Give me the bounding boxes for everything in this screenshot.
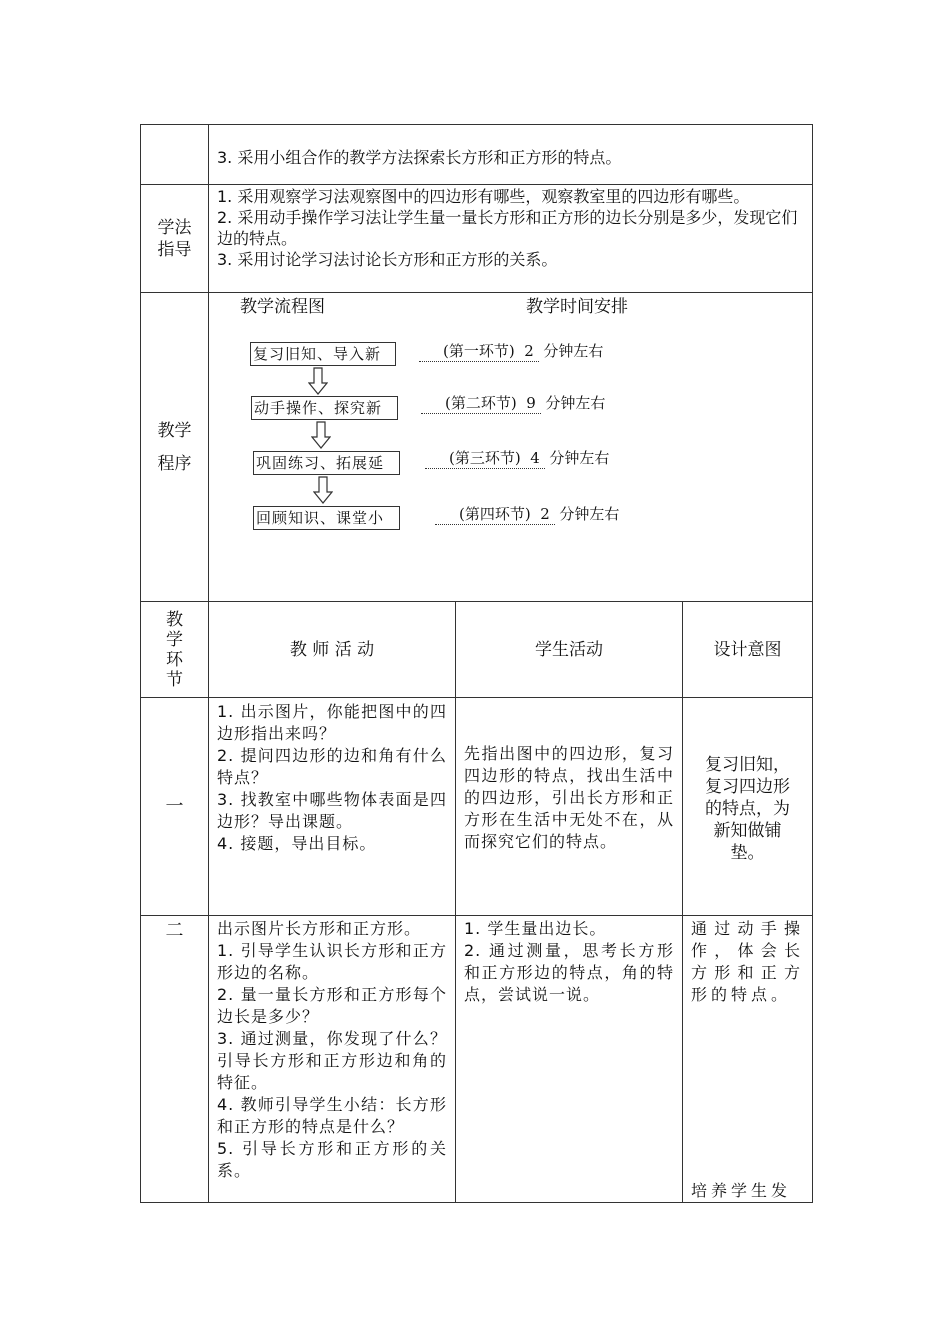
flow-step-box: 动手操作、探究新 xyxy=(251,396,398,420)
flow-step-box: 巩固练习、拓展延 xyxy=(253,451,400,475)
segment-two-label: 二 xyxy=(141,916,209,1202)
time-entry: (第一环节) 2 分钟左右 xyxy=(419,341,603,362)
study-guidance-content xyxy=(209,185,812,292)
segment-one-intent: 复习旧知，复习四边形的特点，为新知做铺垫。 xyxy=(705,755,790,863)
segment-two-intent: 通过动手操作，体会长方形和正方形的特点。 培养学生发 xyxy=(691,919,804,1200)
segment-label: 教 学 环 节 xyxy=(141,602,209,697)
time-entry: (第四环节) 2 分钟左右 xyxy=(435,504,619,525)
time-entry: (第二环节) 9 分钟左右 xyxy=(421,393,605,414)
flow-step-box: 复习旧知、导入新 xyxy=(250,342,396,366)
study-item: 3. 采用讨论学习法讨论长方形和正方形的关系。 xyxy=(217,250,558,269)
teaching-procedure-label: 教学 程序 xyxy=(141,293,209,601)
row-label-empty xyxy=(141,125,209,184)
procedure-diagram xyxy=(209,293,812,601)
down-arrow-icon xyxy=(311,421,331,449)
teacher-activity-header: 教 师 活 动 xyxy=(289,639,375,660)
time-entry: (第三环节) 4 分钟左右 xyxy=(425,448,609,469)
study-guidance-label: 学法 指导 xyxy=(141,185,209,292)
row-study-guidance xyxy=(141,185,812,293)
segment-one-student: 先指出图中的四边形，复习四边形的特点，找出生活中的四边形，引出长方形和正方形在生活中无处不在，从而探究它们的特点。 xyxy=(464,744,674,851)
segment-two-teacher: 出示图片长方形和正方形。 1. 引导学生认识长方形和正方形边的名称。 2. 量一量长方形和正方形每个边长是多少？ 3. 通过测量，你发现了什么？引导长方形和正方形边和角的特征。 4. 教师引导学生小结：长方形和正方形的特点是什么？ 5. 引导长方形和正方形的关系。 xyxy=(217,919,447,1180)
row-segment-one xyxy=(141,698,812,916)
lesson-plan-table xyxy=(140,124,813,1203)
row-segment-two xyxy=(141,916,812,1202)
method-item-3: 3. 采用小组合作的教学方法探索长方形和正方形的特点。 xyxy=(217,148,622,167)
row-teaching-procedure xyxy=(141,293,812,602)
row-method-continued xyxy=(141,125,812,185)
flow-chart-title: 教学流程图 xyxy=(240,297,325,317)
study-item: 1. 采用观察学习法观察图中的四边形有哪些，观察教室里的四边形有哪些。 xyxy=(217,187,750,206)
flow-step-box: 回顾知识、课堂小 xyxy=(253,506,400,530)
student-activity-header: 学生活动 xyxy=(535,639,603,660)
segment-one-label: 一 xyxy=(141,698,209,915)
segment-one-teacher: 1. 出示图片，你能把图中的四边形指出来吗？ 2. 提问四边形的边和角有什么特点？ 3. 找教室中哪些物体表面是四边形？导出课题。 4. 接题，导出目标。 xyxy=(217,702,447,853)
row-activity-header xyxy=(141,602,812,698)
time-schedule-title: 教学时间安排 xyxy=(526,297,628,317)
study-item: 2. 采用动手操作学习法让学生量一量长方形和正方形的边长分别是多少，发现它们边的特点。 xyxy=(217,208,798,248)
segment-two-student: 1. 学生量出边长。 2. 通过测量，思考长方形和正方形边的特点，角的特点，尝试说一说。 xyxy=(464,919,674,1004)
down-arrow-icon xyxy=(308,367,328,395)
down-arrow-icon xyxy=(313,476,333,504)
design-intent-header: 设计意图 xyxy=(713,639,782,660)
